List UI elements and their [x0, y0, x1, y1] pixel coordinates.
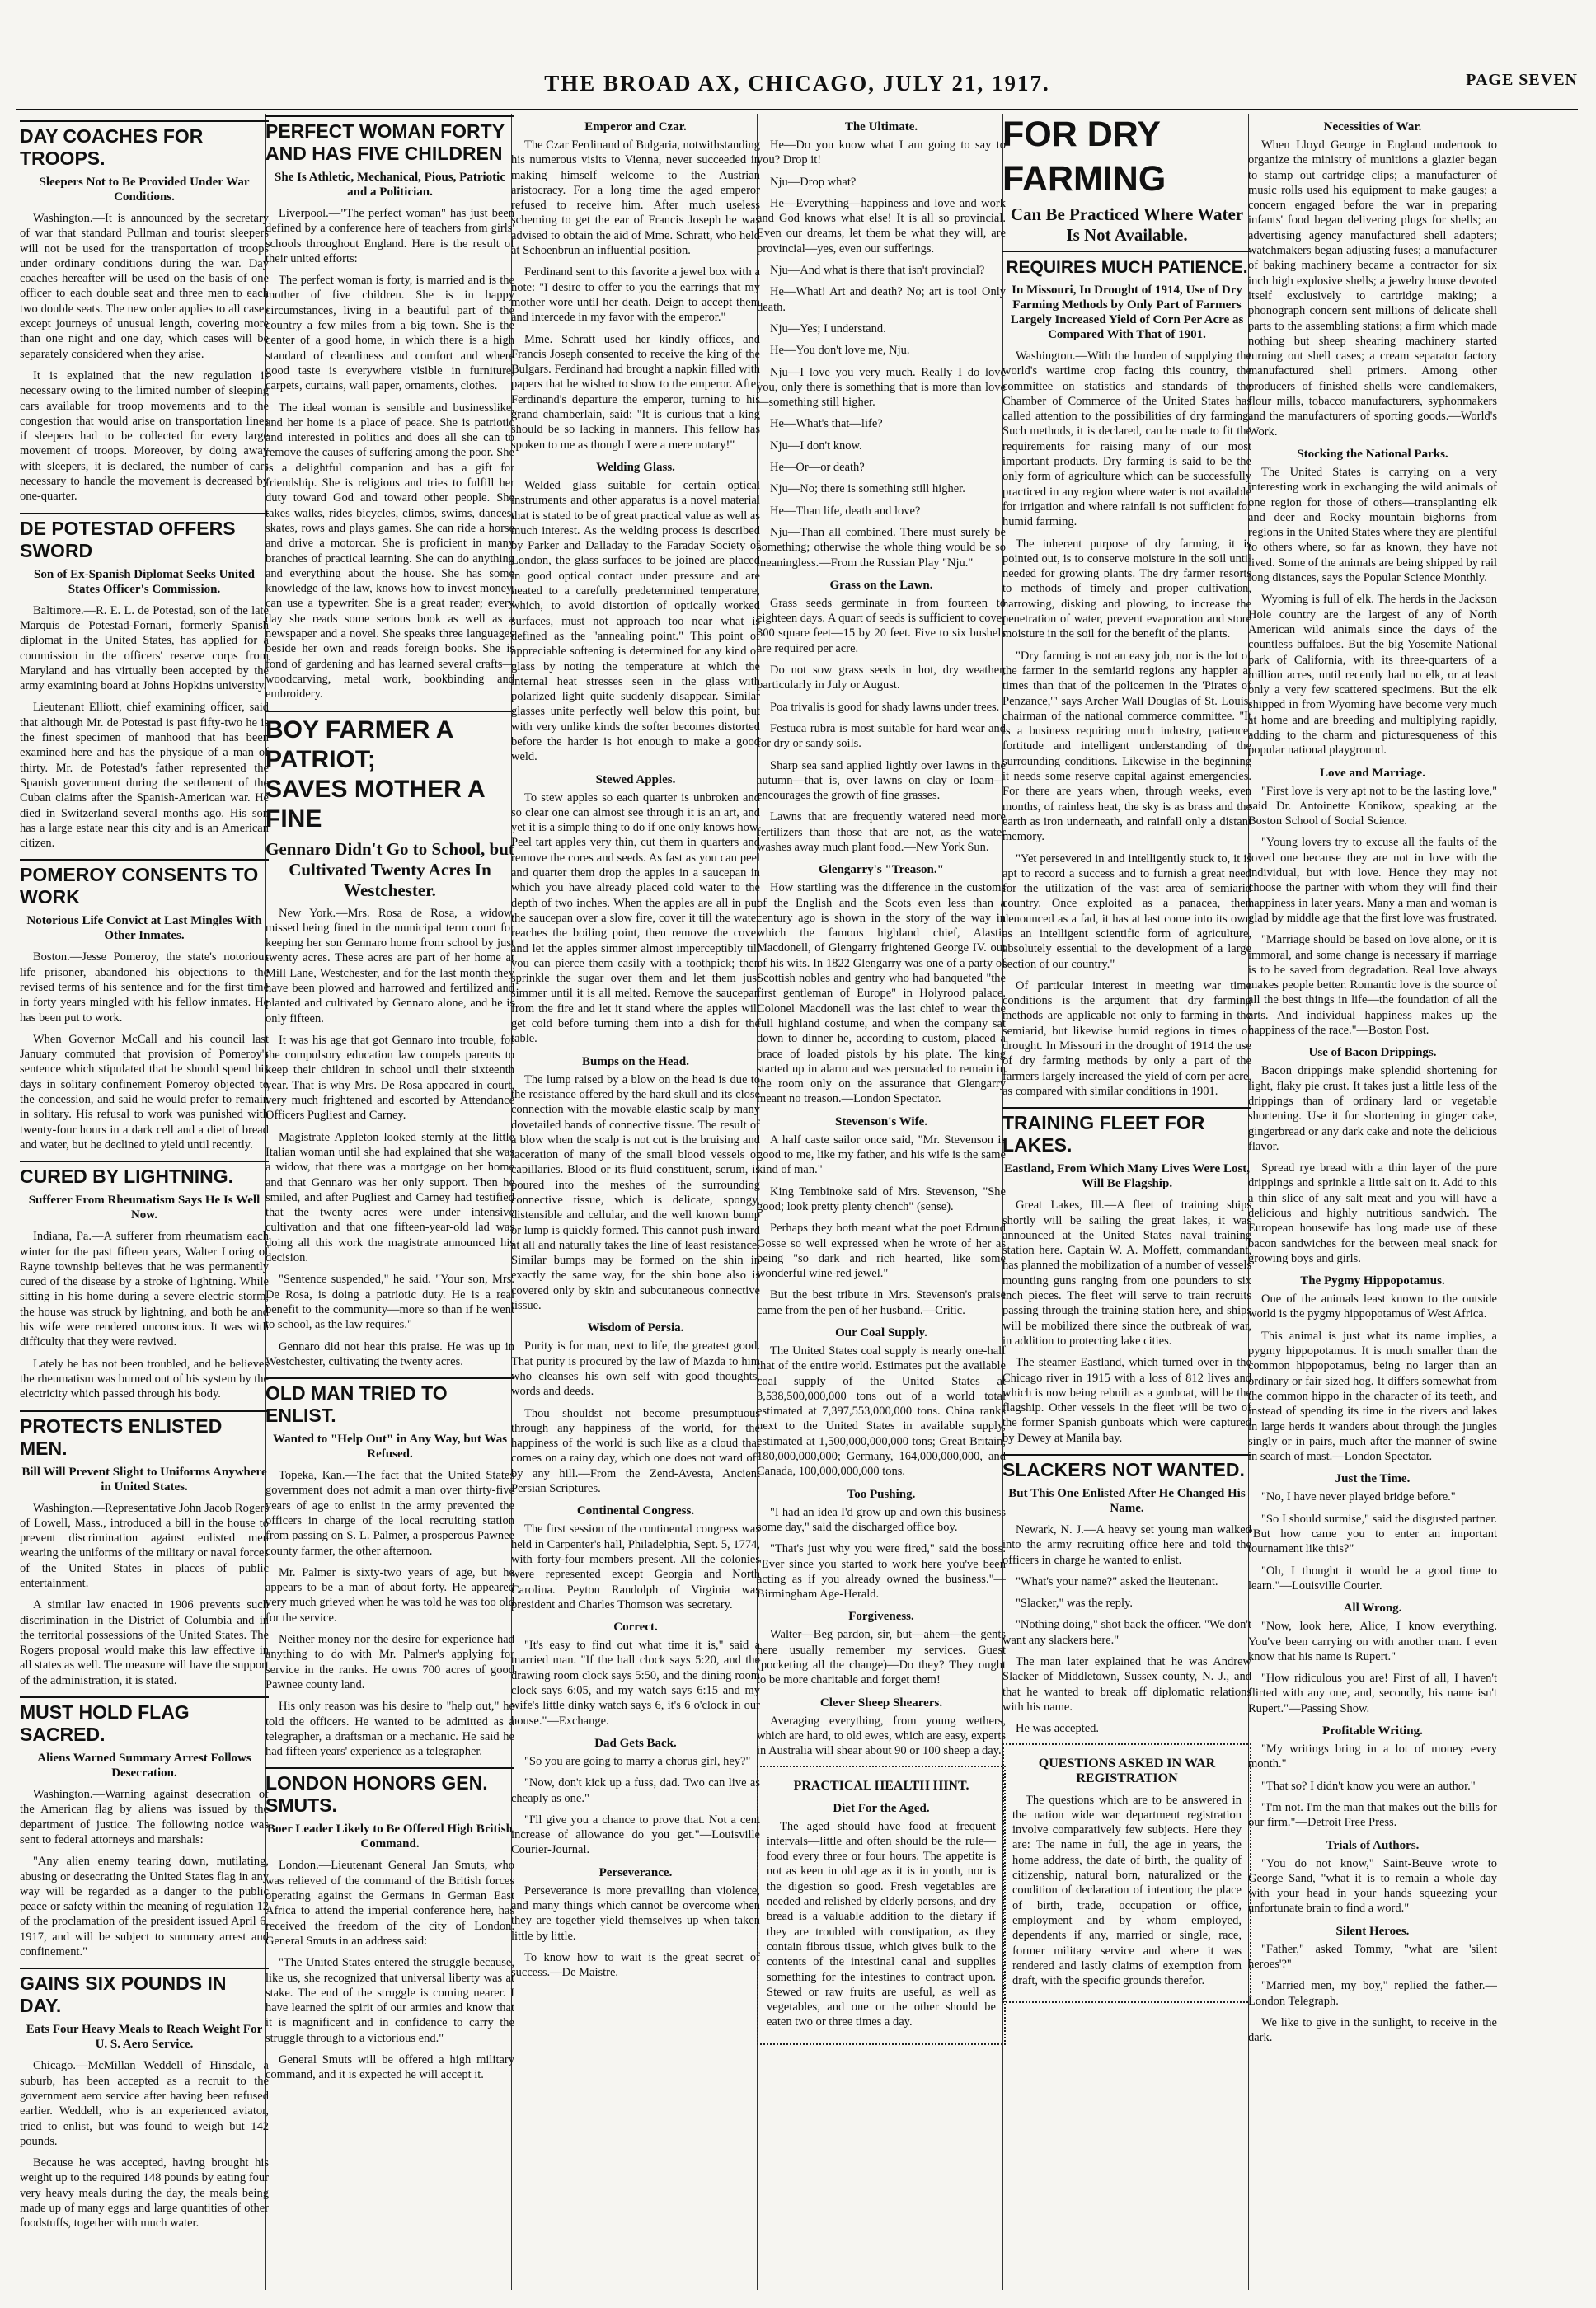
paragraph: Mr. Palmer is sixty-two years of age, but he appears to be a man of about forty. He appeared very much grieved when he was told he was too old for the service. [265, 1565, 514, 1625]
box-title: PRACTICAL HEALTH HINT. [793, 1778, 969, 1793]
paragraph: Festuca rubra is most suitable for hard wear and for dry or sandy soils. [757, 721, 1006, 751]
paragraph: "You do not know," Saint-Beuve wrote to George Sand, "what it is to remain a whole day with your head in your hands squeezing your unfortunate brain to find a word." [1248, 1856, 1497, 1916]
paragraph: New York.—Mrs. Rosa de Rosa, a widow, missed being fined in the municipal term court for keeping her son Gennaro home from school by just twenty acres. These acres are part of her home at Mill Lane, Westchester, and for the last month they have been plowed and harrowed and fertilized and planted and cultivated by Gennaro alone, and he is only fifteen. [265, 906, 514, 1025]
subhead: Eats Four Heavy Meals to Reach Weight For U. S. Aero Service. [26, 2023, 263, 2052]
paragraph: Topeka, Kan.—The fact that the United States government does not admit a man over thirty-five years of age to enlist in the army prevented the officers in charge of the local recruiting station from passing on S. L. Palmer, a prosperous Pawnee county farmer, the other afternoon. [265, 1469, 514, 1558]
paragraph: "Father," asked Tommy, "what are 'silent heroes'?" [1248, 1942, 1497, 1971]
paragraph: General Smuts will be offered a high military command, and it is expected he will accept it. [265, 2053, 514, 2082]
paragraph: Lately he has not been troubled, and he believes the rheumatism was burned out of his system by the electricity which passed through his body. [20, 1357, 269, 1401]
paragraph: The Czar Ferdinand of Bulgaria, notwithstanding his numerous visits to Vienna, never succeeded in making himself welcome to the Austrian aristocracy. For a long time the aged emperor refused to receive him. After much useless scheming to get the ear of Francis Joseph he was advised to obtain the aid of Mme. Schratt, who held at Schoenbrun an influential position. [511, 138, 760, 258]
paragraph: Ferdinand sent to this favorite a jewel box with a note: "I desire to offer to you the earrings that my mother wore until her death. Deign to accept them and intercede in my favor with the emperor." [511, 265, 760, 325]
paragraph: Welded glass suitable for certain optical instruments and other apparatus is a novel material that is stated to be of great practical value as well as much interest. As the welding process is described by Parker and Dalladay to the Faraday Society of London, the glass surfaces to be joined are placed in good optical contact under pressure and are heated to a carefully predetermined temperature, which, to avoid distortion of optically worked surfaces, must not approach too near what is defined as the "annealing point." This point of appreciable softening is determined for any kind of glass by noting the temperature at which the internal heat stresses seen in the glass with polarized light quite suddenly disappear. Similar glasses unite perfectly well below this point, but with very unlike kinds the softer becomes distorted before the harder is hot enough to make a good weld. [511, 478, 760, 764]
subhead: Bill Will Prevent Slight to Uniforms Anywhere in United States. [21, 1465, 267, 1494]
paragraph: Lieutenant Elliott, chief examining officer, said that although Mr. de Potestad is past fifty-two he is the finest specimen of manhood that has been examined here and has the physique of a man of thirty. Mr. de Potestad's father represented the Spanish government during the settlement of the Cuban claims after the Spanish-American war. He died in Switzerland several months ago. His son has a large estate near this city and is an American citizen. [20, 701, 269, 851]
paragraph: "Married men, my boy," replied the father.—London Telegraph. [1248, 1979, 1497, 2008]
subhead: Eastland, From Which Many Lives Were Lost, Will Be Flagship. [1003, 1162, 1251, 1191]
paragraph: "Yet persevered in and intelligently stuck to, it is apt to record a success and to furnish a great need for the utilization of the vast area of semiarid country. Once exploited as a panacea, then denounced as a fad, it has at last come into its own as an intelligent scientific form of agriculture, absolutely essential to the development of a large section of our country." [1002, 851, 1251, 971]
section-title: Stocking the National Parks. [1297, 447, 1448, 461]
paragraph: "Now, don't kick up a fuss, dad. Two can live as cheaply as one." [511, 1776, 760, 1805]
paragraph: "Oh, I thought it would be a good time to learn."—Louisville Courier. [1248, 1564, 1497, 1593]
paragraph: "The United States entered the struggle because, like us, she recognized that universal liberty was at stake. The end of the struggle is coming nearer. I have learned the spirit of our armies and know that it is magnificent and in confidence to carry the struggle through to a victorious end." [265, 1956, 514, 2045]
paragraph: Poa trivalis is good for shady lawns under trees. [770, 700, 1000, 714]
paragraph: "So you are going to marry a chorus girl, hey?" [524, 1754, 751, 1768]
paragraph: A half caste sailor once said, "Mr. Stevenson is good to me, like my father, and his wife is the same kind of man." [757, 1133, 1006, 1177]
paragraph: King Tembinoke said of Mrs. Stevenson, "She good; look pretty plenty chench" (sense). [757, 1184, 1006, 1213]
paragraph: The United States is carrying on a very interesting work in exchanging the wild animals of one region for those of others—transplanting elk and deer and Rocky mountain bighorns from regions in the United States where they are plentiful to others where, so far as known, they have not lived. Some of the animals are being shipped by rail long distances, says the Popular Science Monthly. [1248, 465, 1497, 585]
dialogue-line: Nju—I don't know. [770, 439, 862, 453]
paragraph: Do not sow grass seeds in hot, dry weather, particularly in July or August. [757, 664, 1006, 692]
paragraph: "My writings bring in a lot of money every month." [1248, 1743, 1497, 1771]
paragraph: "Now, look here, Alice, I know everything. You've been carrying on with another man. I even know that his name is Rupert." [1248, 1620, 1497, 1663]
column-2 [265, 112, 514, 2296]
paragraph: It is explained that the new regulation is necessary owing to the limited number of sleeping cars available for troop movements and to the congestion that would arise on transportation lines if sleepers had to be collected for every large movement of troops. Moreover, by doing away with sleepers, it is declared, the number of cars necessary to handle the movement is decreased by one-quarter. [20, 368, 269, 504]
subhead: Gennaro Didn't Go to School, but Cultivated Twenty Acres In Westchester. [265, 838, 514, 900]
paragraph: Of particular interest in meeting war time conditions is the argument that dry farming methods are applicable not only to farming in the semiarid, but likewise humid regions in times of drought. In Missouri in the drought of 1914 the use of dry farming methods by only a part of the farmers largely increased the yield of corn per acre, as compared with similar conditions in 1901. [1002, 978, 1251, 1098]
subhead: Can Be Practiced Where Water Is Not Available. [1010, 204, 1244, 245]
section-title: The Ultimate. [844, 120, 918, 134]
paragraph: The United States coal supply is nearly one-half that of the entire world. Estimates put the available coal supply of the United States at 3,538,500,000,000 tons out of a world total estimated at 7,397,553,000,000 tons. China ranks next to the United States in available supply, estimated at 1,500,000,000,000 tons; Great Britain, 180,000,000,000; Germany, 164,000,000,000, and Canada, 100,000,000,000 tons. [757, 1344, 1006, 1479]
section-title: Welding Glass. [596, 460, 675, 474]
section-title: Wisdom of Persia. [587, 1321, 684, 1335]
subhead: Sleepers Not to Be Provided Under War Conditions. [39, 176, 250, 204]
paragraph: The steamer Eastland, which turned over in the Chicago river in 1915 with a loss of 812 lives and which is now being rebuilt as a gunboat, will be the flagship. Other vessels in the fleet will be two of the former Spanish gunboats which were captured by Dewey at Manila bay. [1002, 1356, 1251, 1445]
paragraph: Bacon drippings make splendid shortening for light, flaky pie crust. It takes just a little less of the drippings than of ordinary lard or vegetable shortening. Use it for shortening in ginger cake, gingerbread or any dark cake and note the delicious flavor. [1248, 1064, 1497, 1153]
section-title: Our Coal Supply. [835, 1326, 927, 1339]
paragraph: Grass seeds germinate in from fourteen to eighteen days. A quart of seeds is sufficient to cover 300 square feet—15 by 20 feet. Five to six bushels are required per acre. [757, 596, 1006, 655]
masthead [16, 64, 1578, 110]
paragraph: Gennaro did not hear this praise. He was up in Westchester, cultivating the twenty acres. [265, 1339, 514, 1368]
headline: BOY FARMER A PATRIOT; SAVES MOTHER A FINE [265, 711, 514, 834]
section-title: Stewed Apples. [595, 772, 676, 786]
paragraph: London.—Lieutenant General Jan Smuts, who was relieved of the command of the British forces operating against the Germans in German East Africa to attend the imperial conference here, has received the freedom of the city of London. General Smuts in an address said: [265, 1859, 514, 1948]
section-title: Emperor and Czar. [584, 120, 687, 134]
section-title: Grass on the Lawn. [829, 578, 933, 592]
paragraph: "How ridiculous you are! First of all, I haven't flirted with any one, and, secondly, his name isn't Rupert."—Passing Show. [1248, 1672, 1497, 1715]
section-title: Too Pushing. [847, 1487, 916, 1501]
paragraph: "Marriage should be based on love alone, or it is immoral, and some change is necessary if marriage is to be saved from degradation. Real love always makes people better. Romantic love is the source of all the best things in life—the foundation of all the arts. And individual happiness makes up the happiness of the race."—Boston Post. [1248, 933, 1497, 1038]
section-title: Love and Marriage. [1320, 766, 1425, 780]
paragraph: "So I should surmise," said the disgusted partner. "But how came you to enter an important tournament like this?" [1248, 1512, 1497, 1556]
paragraph: "Slacker," was the reply. [1016, 1597, 1133, 1611]
paragraph: Averaging everything, from young wethers, which are hard, to old ewes, which are easy, experts in Australia will shear about 90 or 100 sheep a day. [757, 1714, 1006, 1758]
paragraph: One of the animals least known to the outside world is the pygmy hippopotamus of West Africa. [1248, 1292, 1497, 1321]
paragraph: Because he was accepted, having brought his weight up to the required 148 pounds by eating four very heavy meals during the day, the meals being made up of many eggs and large quantities of other foodstuffs, together with much water. [20, 2156, 269, 2231]
section-title: Dad Gets Back. [594, 1736, 677, 1750]
paragraph: Washington.—Warning against desecration of the American flag by aliens was issued by the department of justice. The following notice was sent to federal attorneys and marshals: [20, 1788, 269, 1846]
headline: PROTECTS ENLISTED MEN. [20, 1410, 269, 1460]
section-title: Necessities of War. [1323, 120, 1422, 134]
section-title: The Pygmy Hippopotamus. [1300, 1274, 1445, 1288]
paragraph: Thou shouldst not become presumptuous through any happiness of the world, for the happiness of the world is such like as a cloud that comes on a rainy day, which one does not ward off by any hill.—From the Zend-Avesta, Ancient Persian Scriptures. [511, 1406, 760, 1496]
section-title: Glengarry's "Treason." [819, 863, 944, 877]
headline: CURED BY LIGHTNING. [20, 1161, 269, 1188]
paragraph: "Any alien enemy tearing down, mutilating, abusing or desecrating the United States flag in any way will be regarded as a danger to the public peace or safety within the meaning of regulation 12 of the proclamation of the president issued April 6, 1917, and will be subject to summary arrest and confinement." [20, 1855, 269, 1959]
box-subtitle: Diet For the Aged. [833, 1801, 930, 1815]
headline: TRAINING FLEET FOR LAKES. [1002, 1107, 1251, 1156]
paragraph: The aged should have food at frequent intervals—little and often should be the rule—food every three or four hours. The appetite is not as keen in old age as it is in youth, nor is the digestion so good. Fresh vegetables are needed and relished by elderly persons, and dry bread is a valuable addition to the dietary if they are troubled with constipation, as they contain fibrous tissue, which gives bulk to the contents of the intestinal canal and supplies something for the intestines to contract upon. Stewed or raw fruits are useful, as well as vegetables, and one or the other should be eaten two or three times a day. [767, 1819, 996, 2029]
dialogue-line: Nju—No; there is something still higher. [770, 482, 965, 496]
subhead: But This One Enlisted After He Changed His Name. [1008, 1487, 1246, 1515]
dialogue-line: He—Than life, death and love? [770, 504, 921, 518]
headline: LONDON HONORS GEN. SMUTS. [265, 1767, 514, 1817]
paragraph: Perseverance is more prevailing than violence, and many things which cannot be overcome when they are together yield themselves up when taken little by little. [511, 1883, 760, 1943]
subhead: Son of Ex-Spanish Diplomat Seeks United States Officer's Commission. [34, 567, 255, 596]
dialogue-line: He—You don't love me, Nju. [770, 344, 910, 358]
paragraph: "Dry farming is not an easy job, nor is the lot of the farmer in the semiarid regions any happier at times than that of the policemen in the 'Pirates of Penzance,'" says Archer Wall Douglas of St. Louis, chairman of the national commerce committee. "It is a business requiring much industry, patience, fortitude and intelligent understanding of the surrounding conditions. Likewise in the beginning it needs some reserve capital against emergencies. For there are years when, through weeks, even months, of rainless heat, the sky is as brass and the earth as iron underneath, and rainfall only a distant memory. [1002, 649, 1251, 844]
paragraph: The lump raised by a blow on the head is due to the resistance offered by the hard skull and its close connection with the movable elastic scalp by many dovetailed bands of connective tissue. The result of a blow when the scalp is not cut is the bruising and laceration of many of the small blood vessels or capillaries. Blood or its fluid constituent, serum, is poured into the meshes of the surrounding connective tissue, which is delicate, spongy, distensible and cellular, and the well known bump or lump is quickly formed. This cannot push inward at all and naturally takes the line of least resistance. Similar bumps may be formed on the shin in exactly the same way, for the shin bone also is covered only by skin and subcutaneous connective tissue. [511, 1072, 760, 1313]
paragraph: How startling was the difference in the customs of the English and the Scots even less than a century ago is shown in the story of the way in which the famous highland chief, Alastir Macdonell, of Glengarry frightened George IV. out of his wits. In 1822 Glengarry was one of a party of Scottish nobles and gentry who had banqueted "the first gentleman of Europe" in Holyrood palace. Colonel Macdonell was the last chief to wear the full highland costume, and when the company sat down to dinner he, according to custom, placed a brace of loaded pistols by his plate. The king started up in alarm and was persuaded to remain in the room only on the assurance that Glengarry meant no treason.—London Spectator. [757, 881, 1006, 1106]
paragraph: Mme. Schratt used her kindly offices, and Francis Joseph consented to receive the king of the Bulgars. Ferdinand had brought a napkin filled with papers that he wished to show to the emperor. After Ferdinand's departure the emperor, turning to his grand chamberlain, said: "It is curious that a king should be so lacking in manners. This fellow has spoken to me as though I were a mere notary!" [511, 332, 760, 452]
paragraph: Boston.—Jesse Pomeroy, the state's notorious life prisoner, abandoned his objections to the revised terms of his sentence and for the first time in forty years mingled with his fellow inmates. He has been put to work. [20, 950, 269, 1025]
subhead: Sufferer From Rheumatism Says He Is Well Now. [28, 1194, 261, 1222]
paragraph: "What's your name?" asked the lieutenant. [1016, 1574, 1218, 1588]
section-title: Just the Time. [1335, 1472, 1411, 1486]
headline: MUST HOLD FLAG SACRED. [20, 1696, 269, 1746]
headline: FOR DRY FARMING [1002, 115, 1166, 199]
paragraph: The ideal woman is sensible and businesslike, and her home is a place of peace. She is patriotic and interested in politics and does all she can to remove the causes of suffering among the poor. She is a delightful companion and has a gift for friendship. She is religious and tries to fulfill her duty toward God and toward other people. She takes walks, rides bicycles, climbs, swims, dances, skates, rows and plays games. She can ride a horse and drive a motorcar. She is proficient in many branches of practical learning. She can do anything and everything about the house. She has some knowledge of the law, knows how to invest money, can use a typewriter. She is a great reader; every day she reads some serious book as well as a newspaper and a novel. She speaks three languages beside her own and reads foreign books. She is fond of gardening and has learned several crafts—woodcarving, metal work, bookbinding and embroidery. [265, 401, 514, 701]
paragraph: "Nothing doing," shot back the officer. "We don't want any slackers here." [1002, 1618, 1251, 1647]
paragraph: When Governor McCall and his council last January commuted that provision of Pomeroy's sentence which stipulated that he should spend his days in solitary confinement Pomeroy objected to the concession, and said he would prefer to remain in solitary. His refusal to work was punished with twenty-four hours in a dark cell and a diet of bread and water, but he declined to yield until recently. [20, 1032, 269, 1152]
subhead: Aliens Warned Summary Arrest Follows Desecration. [37, 1752, 251, 1780]
paragraph: "I had an idea I'd grow up and own this business some day," said the discharged office boy. [757, 1505, 1006, 1534]
war-registration-box [1002, 1743, 1251, 2004]
dialogue-line: He—What's that—life? [770, 417, 883, 431]
paragraph: He was accepted. [1016, 1722, 1100, 1736]
paragraph: But the best tribute in Mrs. Stevenson's praise came from the pen of her husband.—Critic. [757, 1288, 1006, 1317]
paragraph: Newark, N. J.—A heavy set young man walked into the army recruiting office here and told the officers in charge he wanted to enlist. [1002, 1523, 1251, 1567]
paragraph: To stew apples so each quarter is unbroken and so clear one can almost see through it is an art, and yet it is a simple thing to do if one only knows how. Peel tart apples very thin, cut them in quarters and remove the cores and seeds. As fast as you can peel and quarter them drop the apples in a saucepan in which you have already placed cold water to the depth of two inches. When the apples are all in put the saucepan over a slow fire, cover it till the water reaches the boiling point, then remove the cover and let the apples simmer almost imperceptibly till you can pierce them easily with a toothpick; then sprinkle the sugar over them and let them just simmer until it is all melted. Remove the saucepan from the fire and let it stand where the apples will get cold before turning them into a dish for the table. [511, 790, 760, 1046]
dialogue-line: Nju—Yes; I understand. [770, 321, 886, 335]
section-title: Correct. [613, 1621, 658, 1635]
paragraph: This animal is just what its name implies, a pygmy hippopotamus. It is much smaller than the common hippopotamus, being no larger than an ordinary or fair sized hog. It differs somewhat from the common hippo in the character of its teeth, and instead of spending its time in the rivers and lakes in large herds it wanders about through the jungles singly or in pairs, much after the manner of swine in search of mast.—London Spectator. [1248, 1329, 1497, 1464]
section-title: Stevenson's Wife. [835, 1114, 927, 1128]
paragraph: When Lloyd George in England undertook to organize the ministry of munitions a glazier began to stamp out cartridge clips; a manufacturer of music rolls used his equipment to make gauges; a concern engaged before the war in preparing infants' food began delivering plugs for shells; an advertising agency manufactured shell adapters; watchmakers began adjusting fuses; a manufacturer of baking machinery became a contractor for six inch high explosive shells; a jewelry house devoted itself exclusively to cartridge making; a phonograph concern sent millions of delicate shell parts to the assembling stations; a firm which made nothing but sheep shearing machinery started turning out shell cases; a cream separator factory manufactured shell primers. Among other producers of finished shells were candlemakers, flour mills, tobacco manufacturers, syphonmakers and the manufacturers of sporting goods.—World's Work. [1248, 138, 1497, 439]
paragraph: The first session of the continental congress was held in Carpenter's hall, Philadelphia, Sept. 5, 1774, with forty-four members present. All the colonies were represented except Georgia and North Carolina. Peyton Randolph of Virginia was president and Charles Thomson was secretary. [511, 1522, 760, 1611]
paragraph: Spread rye bread with a thin layer of the pure drippings and sprinkle a little salt on it. Add to this a thin slice of any salt meat and you will have a delicious and highly nutritious sandwich. The European housewife has long made use of these bacon sandwiches for the between meal snack for growing boys and girls. [1248, 1161, 1497, 1265]
section-title: Profitable Writing. [1322, 1724, 1423, 1738]
paragraph: The questions which are to be answered in the nation wide war department registration involve comparatively few subjects. Here they are: The name in full, the age in years, the home address, the date of birth, the quality of citizenship, natural born, naturalized or the condition of declaration of intention; the place of birth, trade, occupation or office, employment and by whom employed, dependents if any, married or single, race, former military service and where it was rendered and lastly claims of exemption from draft, with the specific grounds therefor. [1012, 1793, 1242, 1988]
section-title: Clever Sheep Shearers. [819, 1696, 943, 1710]
headline: OLD MAN TRIED TO ENLIST. [265, 1377, 514, 1427]
paragraph: The perfect woman is forty, is married and is the mother of five children. She is in happy circumstances, living in a beautiful part of the country a few miles from a big town. She is the center of a good home, in which there is a high standard of cleanliness and comfort and where good taste is everywhere visible in furniture, carpets, curtains, wall paper, ornaments, clothes. [265, 274, 514, 393]
dialogue-line: He—Everything—happiness and love and work and God knows what else! It is all so provincial. Even our dreams, let them be what they will, are provincial—yes, even our sufferings. [757, 196, 1006, 256]
paragraph: "I'll give you a chance to prove that. Not a cent increase of allowance do you get."—Louisville Courier-Journal. [511, 1813, 760, 1857]
dialogue-line: Nju—Drop what? [770, 175, 857, 189]
box-title: QUESTIONS ASKED IN WAR REGISTRATION [1038, 1756, 1216, 1785]
paragraph: Great Lakes, Ill.—A fleet of training ships shortly will be sailing the great lakes, it was announced at the United States naval training station here. Captain W. A. Moffett, commandant, has planned the mobilization of a number of vessels mounting guns ranging from one pounders to six inch pieces. The fleet will serve to train recruits passing through the training station here, and ships will be mobilized there since the outbreak of war, in addition to protecting lake cities. [1002, 1199, 1251, 1348]
paragraph: Indiana, Pa.—A sufferer from rheumatism each winter for the past fifteen years, Walter Loring of Rayne township believes that he was permanently cured of the disease by a stroke of lightning. While sitting in his home during a severe electric storm, the house was struck by lightning, and both he and his wife were rendered unconscious. It was with difficulty that they were revived. [20, 1230, 269, 1349]
section-title: Use of Bacon Drippings. [1308, 1046, 1437, 1060]
newspaper-title: THE BROAD AX, CHICAGO, JULY 21, 1917. [544, 71, 1050, 96]
paragraph: "Young lovers try to excuse all the faults of the loved one because they are not in love with the individual, but with love. Hence they may not choose the partner with whom they will find their happiness in later years. Many a man and woman is glad by middle age that the first love was frustrated. [1248, 836, 1497, 925]
paragraph: Wyoming is full of elk. The herds in the Jackson Hole country are the largest of any of North American wild animals since the days of the countless buffaloes. But the big Yosemite National park of California, with its three-quarters of a million acres, until recently had no elk, or at least only a very few scattered specimens. But the elk shipped in from Wyoming have become very much at home and are breeding and multiplying rapidly, adding to the charm and picturesqueness of this popular national playground. [1248, 593, 1497, 758]
paragraph: His only reason was his desire to "help out," he told the officers. He wanted to be admitted as a telegrapher, a draftsman or a mechanic. He said he had fifteen years' experience as a telegrapher. [265, 1700, 514, 1759]
dialogue-line: Nju—Than all combined. There must surely be something; otherwise the whole thing would be so meaningless.—From the Russian Play "Nju." [757, 525, 1006, 570]
headline: DAY COACHES FOR TROOPS. [20, 120, 269, 170]
subhead: In Missouri, In Drought of 1914, Use of Dry Farming Methods by Only Part of Farmers Largely Increased Yield of Corn Per Acre as Compared With That of 1901. [1010, 284, 1244, 341]
paragraph: A similar law enacted in 1906 prevents such discrimination in the District of Columbia and in the territorial possessions of the United States. The Rogers proposal would make this law effective in all states as well. The measure will have the support of the administration, it is stated. [20, 1598, 269, 1687]
paragraph: The man later explained that he was Andrew Slacker of Middletown, Sussex county, N. J., and that he wanted to break off diplomatic relations with his name. [1002, 1655, 1251, 1714]
paragraph: "That so? I didn't know you were an author." [1261, 1779, 1476, 1793]
subhead: Boer Leader Likely to Be Offered High British Command. [267, 1822, 513, 1851]
column-5 [1002, 112, 1251, 2296]
subhead: She Is Athletic, Mechanical, Pious, Patriotic and a Politician. [275, 171, 505, 199]
section-title: All Wrong. [1343, 1602, 1402, 1616]
paragraph: "Sentence suspended," he said. "Your son, Mrs. De Rosa, is doing a patriotic duty. He is a real benefit to the community—more so than if he went to school, as the law requires." [265, 1273, 514, 1332]
section-title: Bumps on the Head. [581, 1054, 690, 1068]
section-title: Trials of Authors. [1326, 1838, 1420, 1852]
headline: PERFECT WOMAN FORTY AND HAS FIVE CHILDREN [265, 115, 514, 165]
column-3 [511, 112, 760, 2296]
paragraph: Purity is for man, next to life, the greatest good. That purity is procured by the law of Mazda to him who cleanses his own self with good thoughts, words and deeds. [511, 1339, 760, 1399]
section-title: Silent Heroes. [1335, 1924, 1410, 1938]
paragraph: "That's just why you were fired," said the boss. "Ever since you started to work here you've been acting as if you already owned the business."—Birmingham Age-Herald. [757, 1542, 1006, 1602]
dialogue-line: Nju—I love you very much. Really I do love you, only there is something that is more than love—something still higher. [757, 365, 1006, 410]
dialogue-line: He—Do you know what I am going to say to you? Drop it! [757, 138, 1006, 167]
paragraph: The inherent purpose of dry farming, it is pointed out, is to conserve moisture in the soil until needed for growing plants. The dry farmer resorts to methods of timely and proper cultivation, harrowing, disking and plowing, to increase the penetration of water, prevent evaporation and store moisture in the soil for the benefit of the plants. [1002, 537, 1251, 641]
paragraph: Lawns that are frequently watered need more fertilizers than those that are not, as the water washes away much plant food.—New York Sun. [757, 810, 1006, 854]
paragraph: Chicago.—McMillan Weddell of Hinsdale, a suburb, has been accepted as a recruit to the government aero service after having been refused earlier. Weddell, who is an experienced aviator, tried to enlist, but was found to weigh but 142 pounds. [20, 2059, 269, 2148]
section-title: Forgiveness. [848, 1610, 914, 1624]
paragraph: "I'm not. I'm the man that makes out the bills for our firm."—Detroit Free Press. [1248, 1800, 1497, 1830]
paragraph: Perhaps they both meant what the poet Edmund Gosse so well expressed when he wrote of her as being "so dark and rich hearted, like some wonderful wine-red jewel." [757, 1222, 1006, 1281]
paragraph: Baltimore.—R. E. L. de Potestad, son of the late Marquis de Potestad-Fornari, formerly Spanish diplomat in the United States, has applied for a commission in the officers' reserve corps from Maryland and has virtually been accepted by the army examining board at Johns Hopkins university. [20, 603, 269, 693]
paragraph: Magistrate Appleton looked sternly at the little Italian woman until she had explained that she was a widow, that there was a mortgage on her home and that Gennaro was her only support. Then he smiled, and after Pugliest and Carney had testified that the twenty acres were under intensive cultivation and that one fifteen-year-old lad was doing all this work the magistrate announced his decision. [265, 1130, 514, 1265]
dialogue-line: He—What! Art and death? No; art is too! Only death. [757, 285, 1006, 314]
dialogue-line: Nju—And what is there that isn't provincial? [770, 264, 985, 278]
dialogue-line: He—Or—or death? [770, 461, 865, 475]
subhead: Wanted to "Help Out" in Any Way, but Was Refused. [272, 1433, 508, 1461]
column-4 [757, 112, 1006, 2296]
headline: POMEROY CONSENTS TO WORK [20, 859, 269, 908]
paragraph: Washington.—With the burden of supplying the world's wartime crop facing this country, the committee on statistics and standards of the Chamber of Commerce of the United States has called attention to the possibilities of dry farming. Such methods, it is declared, can be made to fit the requirements for raising many of our most important products. Dry farming is said to be the only form of agriculture which can be successfully practiced in any region where water is not available for irrigation and where rainfall is not sufficient for humid farming. [1002, 349, 1251, 529]
paragraph: Liverpool.—"The perfect woman" has just been defined by a conference here of teachers from girls' schools throughout England. Here is the result of their united efforts: [265, 207, 514, 265]
column-6 [1248, 112, 1497, 2296]
paragraph: Washington.—It is announced by the secretary of war that standard Pullman and tourist sleepers will not be used for the transportation of troops under ordinary conditions during the war. Day coaches hereafter will be used on the basis of one officer to each double seat and three men to each two double seats. The new order applies to all cases except journeys of unusual length, covering more than one night and one day, which cases will be separately considered when they arise. [20, 212, 269, 361]
headline: GAINS SIX POUNDS IN DAY. [20, 1968, 269, 2017]
column-1 [20, 112, 269, 2296]
paragraph: It was his age that got Gennaro into trouble, for the compulsory education law compels parents to keep their children in school until their sixteenth year. That is why Mrs. De Rosa appeared in court, very much frightened and escorted by Attendance Officers Pugliest and Carney. [265, 1033, 514, 1123]
paragraph: Washington.—Representative John Jacob Rogers of Lowell, Mass., introduced a bill in the house to prevent discrimination against enlisted men wearing the uniforms of the military or naval forces of the United States in places of public entertainment. [20, 1501, 269, 1590]
subhead: Notorious Life Convict at Last Mingles With Other Inmates. [26, 914, 262, 943]
page-label: PAGE SEVEN [1466, 71, 1578, 89]
paragraph: To know how to wait is the great secret of success.—De Maistre. [511, 1950, 760, 1980]
headline: DE POTESTAD OFFERS SWORD [20, 513, 269, 562]
paragraph: Walter—Beg pardon, sir, but—ahem—the gents here usually remember my services. Guest (pocketing all the change)—Do they? They ought to be more charitable and forget them! [757, 1628, 1006, 1687]
section-title: Perseverance. [598, 1865, 673, 1879]
subhead: REQUIRES MUCH PATIENCE. [1002, 251, 1251, 278]
paragraph: Neither money nor the desire for experience had anything to do with Mr. Palmer's applying for service in the ranks. He owns 700 acres of good Pawnee county land. [265, 1633, 514, 1691]
paragraph: Sharp sea sand applied lightly over lawns in the autumn—that is, over lawns on clay or loam—encourages the growth of fine grasses. [757, 758, 1006, 803]
paragraph: "No, I have never played bridge before." [1261, 1490, 1456, 1504]
health-hint-box [757, 1766, 1006, 2045]
headline: SLACKERS NOT WANTED. [1002, 1454, 1251, 1481]
section-title: Continental Congress. [576, 1504, 695, 1518]
paragraph: "It's easy to find out what time it is," said a married man. "If the hall clock says 5:20, and the drawing room clock says 5:50, and the dining room clock says 6:05, and my watch says 6:15 and my wife's little dinky watch says 6, it's 6 o'clock in our house."—Exchange. [511, 1639, 760, 1728]
paragraph: "First love is very apt not to be the lasting love," said Dr. Antoinette Konikow, speaking at the Boston School of Social Science. [1248, 784, 1497, 828]
paragraph: We like to give in the sunlight, to receive in the dark. [1248, 2015, 1497, 2045]
